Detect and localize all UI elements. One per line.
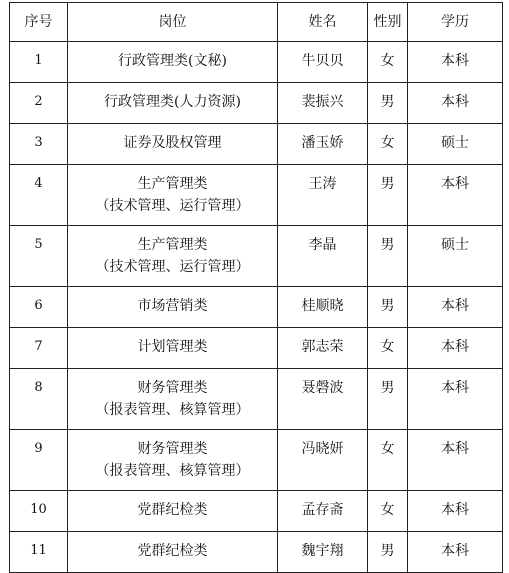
cell-name: 王涛 <box>278 165 368 226</box>
position-line: 财务管理类 <box>137 441 208 457</box>
cell-name: 聂磬波 <box>278 369 368 430</box>
cell-gender: 女 <box>368 491 408 532</box>
position-line: （技术管理、运行管理） <box>95 198 250 214</box>
cell-education: 本科 <box>408 430 503 491</box>
cell-seq: 10 <box>10 491 68 532</box>
table-row <box>10 287 503 328</box>
table-row <box>10 491 503 532</box>
table-row <box>10 83 503 124</box>
table-header-row <box>10 3 503 42</box>
cell-education: 本科 <box>408 369 503 430</box>
cell-education: 本科 <box>408 491 503 532</box>
cell-position <box>68 165 278 226</box>
cell-name: 孟存斋 <box>278 491 368 532</box>
cell-name: 潘玉娇 <box>278 124 368 165</box>
cell-seq: 2 <box>10 83 68 124</box>
cell-name: 桂顺晓 <box>278 287 368 328</box>
position-line: 计划管理类 <box>137 339 208 355</box>
cell-position <box>68 83 278 124</box>
table-row <box>10 42 503 83</box>
position-line: 党群纪检类 <box>137 543 208 559</box>
cell-gender: 男 <box>368 165 408 226</box>
cell-education: 本科 <box>408 83 503 124</box>
cell-name: 冯晓妍 <box>278 430 368 491</box>
header-gender: 性别 <box>368 3 408 42</box>
cell-position <box>68 42 278 83</box>
table-row <box>10 226 503 287</box>
position-line: 财务管理类 <box>137 380 208 396</box>
table-row <box>10 124 503 165</box>
position-line: 证券及股权管理 <box>123 135 222 151</box>
header-position: 岗位 <box>68 3 278 42</box>
cell-seq: 5 <box>10 226 68 287</box>
position-line: （技术管理、运行管理） <box>95 259 250 275</box>
cell-name: 李晶 <box>278 226 368 287</box>
cell-seq: 4 <box>10 165 68 226</box>
cell-gender: 男 <box>368 226 408 287</box>
cell-position <box>68 287 278 328</box>
table-row <box>10 369 503 430</box>
position-line: 行政管理类(文秘) <box>118 53 227 69</box>
cell-gender: 男 <box>368 369 408 430</box>
cell-seq: 3 <box>10 124 68 165</box>
cell-name: 魏宇翔 <box>278 532 368 573</box>
position-line: 行政管理类(人力资源) <box>104 94 241 110</box>
cell-gender: 男 <box>368 532 408 573</box>
header-seq: 序号 <box>10 3 68 42</box>
position-line: 生产管理类 <box>137 237 208 253</box>
cell-name: 裴振兴 <box>278 83 368 124</box>
table-row <box>10 532 503 573</box>
header-name: 姓名 <box>278 3 368 42</box>
cell-position <box>68 226 278 287</box>
header-education: 学历 <box>408 3 503 42</box>
cell-seq: 1 <box>10 42 68 83</box>
cell-education: 硕士 <box>408 226 503 287</box>
cell-gender: 女 <box>368 42 408 83</box>
cell-seq: 9 <box>10 430 68 491</box>
cell-seq: 11 <box>10 532 68 573</box>
cell-seq: 6 <box>10 287 68 328</box>
cell-gender: 女 <box>368 328 408 369</box>
cell-position <box>68 430 278 491</box>
cell-education: 本科 <box>408 532 503 573</box>
cell-position <box>68 328 278 369</box>
cell-position <box>68 532 278 573</box>
table-row <box>10 165 503 226</box>
cell-education: 本科 <box>408 165 503 226</box>
cell-name: 牛贝贝 <box>278 42 368 83</box>
cell-seq: 8 <box>10 369 68 430</box>
cell-position <box>68 369 278 430</box>
cell-gender: 男 <box>368 287 408 328</box>
cell-gender: 男 <box>368 83 408 124</box>
position-line: 党群纪检类 <box>137 502 208 518</box>
personnel-table <box>9 2 503 573</box>
position-line: （报表管理、核算管理） <box>95 402 250 418</box>
cell-education: 本科 <box>408 42 503 83</box>
position-line: 生产管理类 <box>137 176 208 192</box>
cell-gender: 女 <box>368 430 408 491</box>
cell-name: 郭志荣 <box>278 328 368 369</box>
cell-gender: 女 <box>368 124 408 165</box>
table-row <box>10 328 503 369</box>
position-line: （报表管理、核算管理） <box>95 463 250 479</box>
position-line: 市场营销类 <box>137 298 208 314</box>
cell-position <box>68 124 278 165</box>
cell-education: 硕士 <box>408 124 503 165</box>
cell-seq: 7 <box>10 328 68 369</box>
cell-position <box>68 491 278 532</box>
table-row <box>10 430 503 491</box>
cell-education: 本科 <box>408 287 503 328</box>
cell-education: 本科 <box>408 328 503 369</box>
